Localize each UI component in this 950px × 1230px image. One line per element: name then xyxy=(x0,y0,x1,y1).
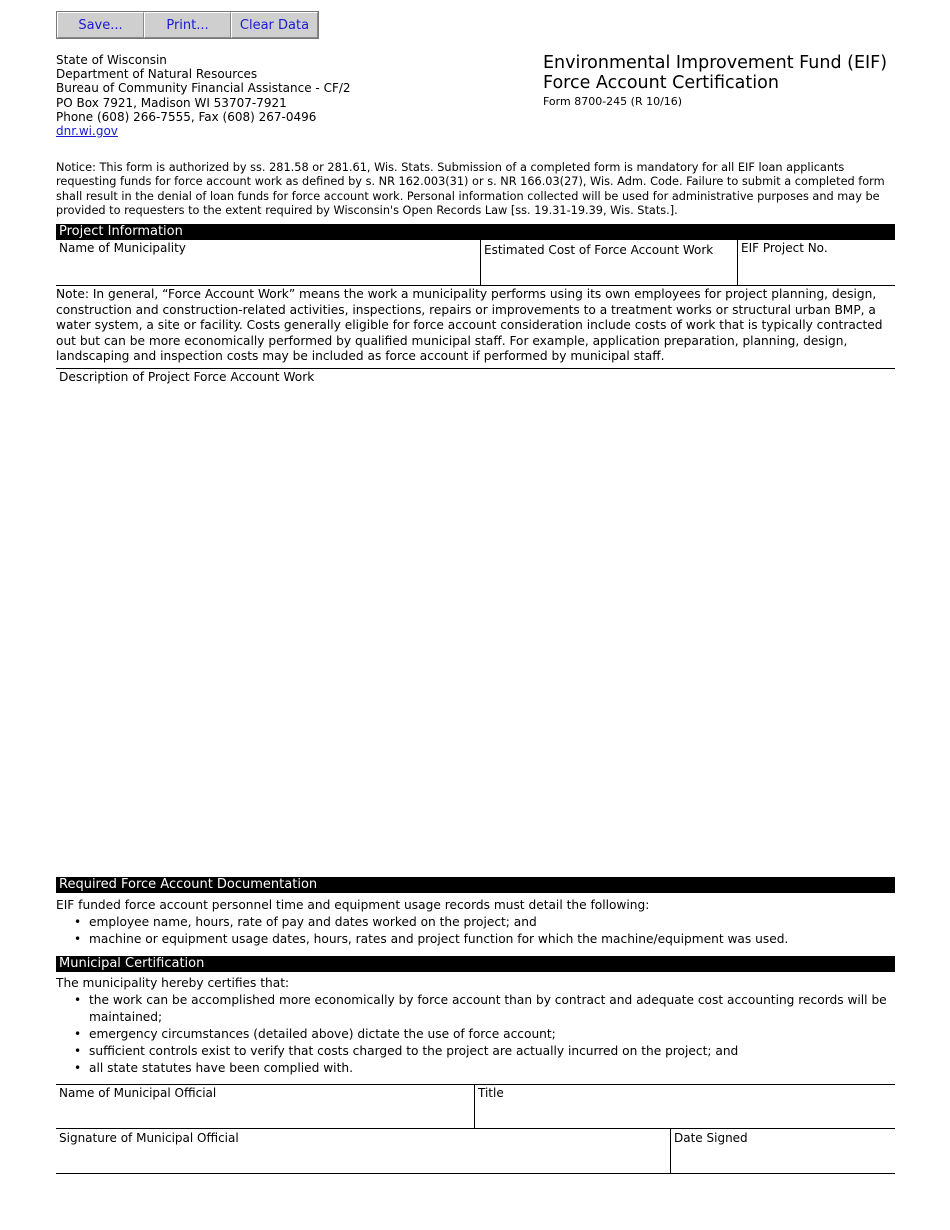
eif-project-number-field[interactable] xyxy=(738,240,895,285)
certification-list xyxy=(56,992,896,1077)
description-textarea[interactable] xyxy=(56,386,895,874)
signature-field[interactable] xyxy=(56,1130,670,1173)
list-item: • emergency circumstances (detailed above) dictate the use of force account; xyxy=(56,1026,896,1043)
agency-website-link[interactable]: dnr.wi.gov xyxy=(56,124,118,139)
eif-project-number-label: EIF Project No. xyxy=(741,241,828,255)
estimated-cost-label: Estimated Cost of Force Account Work xyxy=(484,243,714,257)
official-title-field[interactable] xyxy=(475,1085,895,1128)
force-account-note: Note: In general, “Force Account Work” means the work a municipality performs using its own employees for project planning, design, construction and construction-related activities, inspections, repairs or improvements to a treatment works or structural urban BMP, a water system, a site or facility. Costs generally eligible for force account consideration include costs of work that is typically contracted out but can be more economically performed by qualified municipal staff. For example, application preparation, planning, design, landscaping and inspection costs may be included as force account if performed by municipal staff. xyxy=(56,287,883,363)
official-title-label: Title xyxy=(478,1086,504,1100)
date-signed-label: Date Signed xyxy=(674,1131,748,1145)
municipality-name-label: Name of Municipality xyxy=(59,241,186,255)
documentation-intro: EIF funded force account personnel time and equipment usage records must detail the following: xyxy=(56,898,650,912)
clear-data-button[interactable]: Clear Data xyxy=(231,12,318,38)
form-number: Form 8700-245 (R 10/16) xyxy=(543,95,683,108)
divider xyxy=(56,285,895,286)
agency-bureau: Bureau of Community Financial Assistance - CF/2 xyxy=(56,81,351,96)
notice-text: Notice: This form is authorized by ss. 281.58 or 281.61, Wis. Stats. Submission of a completed form is mandatory for all EIF loan applicants requesting funds for force account work as defined by s. NR 162.003(31) or s. NR 166.03(27), Wis. Adm. Code. Failure to submit a completed form shall result in the denial of loan funds for force account work. Personal information collected will be used for administrative purposes and may be provided to requesters to the extent required by Wisconsin's Open Records Law [ss. 19.31-19.39, Wis. Stats.]. xyxy=(56,161,885,218)
form-title: Environmental Improvement Fund (EIF) xyxy=(543,53,888,73)
date-signed-field[interactable] xyxy=(671,1130,895,1173)
agency-state: State of Wisconsin xyxy=(56,53,167,67)
documentation-heading: Required Force Account Documentation xyxy=(56,877,895,893)
divider xyxy=(56,1128,895,1129)
list-item: • machine or equipment usage dates, hours, rates and project function for which the machine/equipment was used. xyxy=(56,931,896,948)
divider xyxy=(56,368,895,369)
official-name-field[interactable] xyxy=(56,1085,475,1128)
agency-department: Department of Natural Resources xyxy=(56,67,258,82)
form-toolbar xyxy=(56,11,319,39)
agency-phone: Phone (608) 266-7555, Fax (608) 267-0496 xyxy=(56,109,317,124)
agency-info xyxy=(56,53,351,138)
official-name-label: Name of Municipal Official xyxy=(59,1086,217,1100)
description-label: Description of Project Force Account Work xyxy=(59,370,315,384)
signature-label: Signature of Municipal Official xyxy=(59,1131,239,1145)
form-title-block xyxy=(543,53,887,108)
project-information-heading: Project Information xyxy=(56,224,895,240)
certification-heading: Municipal Certification xyxy=(56,956,895,972)
certification-intro: The municipality hereby certifies that: xyxy=(56,976,290,990)
save-button[interactable]: Save... xyxy=(57,12,144,38)
list-item: • the work can be accomplished more economically by force account than by contract and adequate cost accounting records will be maintained; xyxy=(56,992,896,1026)
form-subtitle: Force Account Certification xyxy=(543,73,779,93)
agency-address: PO Box 7921, Madison WI 53707-7921 xyxy=(56,95,287,110)
divider xyxy=(56,1173,895,1174)
list-item: • all state statutes have been complied with. xyxy=(56,1060,896,1077)
print-button[interactable]: Print... xyxy=(144,12,231,38)
list-item: • sufficient controls exist to verify that costs charged to the project are actually incurred on the project; and xyxy=(56,1043,896,1060)
documentation-list xyxy=(56,914,896,948)
estimated-cost-field[interactable] xyxy=(481,242,738,285)
list-item: • employee name, hours, rate of pay and dates worked on the project; and xyxy=(56,914,896,931)
municipality-name-field[interactable] xyxy=(56,240,481,285)
